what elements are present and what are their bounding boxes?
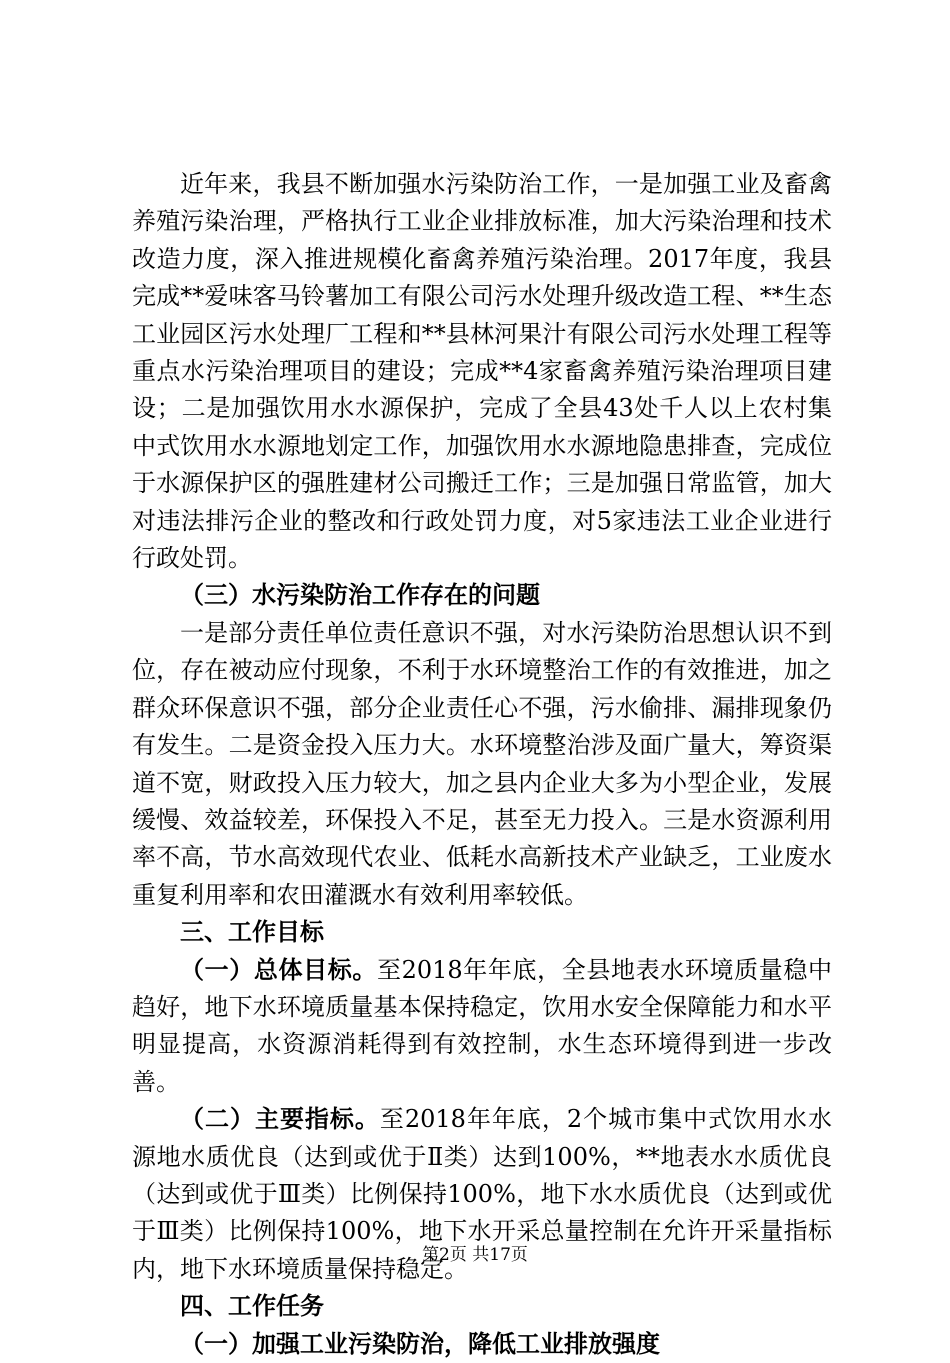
heading-work-goals: 三、工作目标 xyxy=(180,918,324,947)
paragraph-problems: 一是部分责任单位责任意识不强，对水污染防治思想认识不到位，存在被动应付现象，不利于水环境整治工作的有效推进，加之群众环保意识不强，部分企业责任心不强，污水偷排、漏排现象仍有发生。二是资金投入压力大。水环境整治涉及面广量大，筹资渠道不宽，财政投入压力较大，加之县内企业大多为小型企业，发展缓慢、效益较差，环保投入不足，甚至无力投入。三是水资源利用率不高，节水高效现代农业、低耗水高新技术产业缺乏，工业废水重复利用率和农田灌溉水有效利用率较低。 xyxy=(132,618,832,909)
overall-goal-text: 至2018年年底，全县地表水环境质量稳中趋好，地下水环境质量基本保持稳定，饮用水安全保障能力和水平明显提高，水资源消耗得到有效控制，水生态环境得到进一步改善。 xyxy=(132,955,833,1096)
paragraph-water-pollution-progress: 近年来，我县不断加强水污染防治工作，一是加强工业及畜禽养殖污染治理，严格执行工业企业排放标准，加大污染治理和技术改造力度，深入推进规模化畜禽养殖污染治理。2017年度，我县完成**爱味客马铃薯加工有限公司污水处理升级改造工程、**生态工业园区污水处理厂工程和**县林河果汁有限公司污水处理工程等重点水污染治理项目的建设；完成**4家畜禽养殖污染治理项目建设；二是加强饮用水水源保护，完成了全县43处千人以上农村集中式饮用水水源地划定工作，加强饮用水水源地隐患排查，完成位于水源保护区的强胜建材公司搬迁工作；三是加强日常监管，加大对违法排污企业的整改和行政处罚力度，对5家违法工业企业进行行政处罚。 xyxy=(132,170,832,573)
main-indicators-lead: （二）主要指标。 xyxy=(180,1105,380,1134)
heading-existing-problems: （三）水污染防治工作存在的问题 xyxy=(180,581,540,610)
overall-goal-lead: （一）总体目标。 xyxy=(180,955,377,984)
paragraph-overall-goal xyxy=(132,952,832,1102)
heading-industrial-pollution: （一）加强工业污染防治，降低工业排放强度 xyxy=(180,1329,660,1358)
page-number-footer: 第2页 共17页 xyxy=(422,1245,528,1265)
heading-work-tasks: 四、工作任务 xyxy=(180,1292,324,1321)
document-body xyxy=(132,166,832,1363)
main-indicators-text: 至2018年年底，2个城市集中式饮用水水源地水质优良（达到或优于Ⅱ类）达到100%，**地表水水质优良（达到或优于Ⅲ类）比例保持100%，地下水水质优良（达到或优于Ⅲ类）比例保持100%，地下水开采总量控制在允许开采量指标内，地下水环境质量保持稳定。 xyxy=(132,1105,832,1283)
